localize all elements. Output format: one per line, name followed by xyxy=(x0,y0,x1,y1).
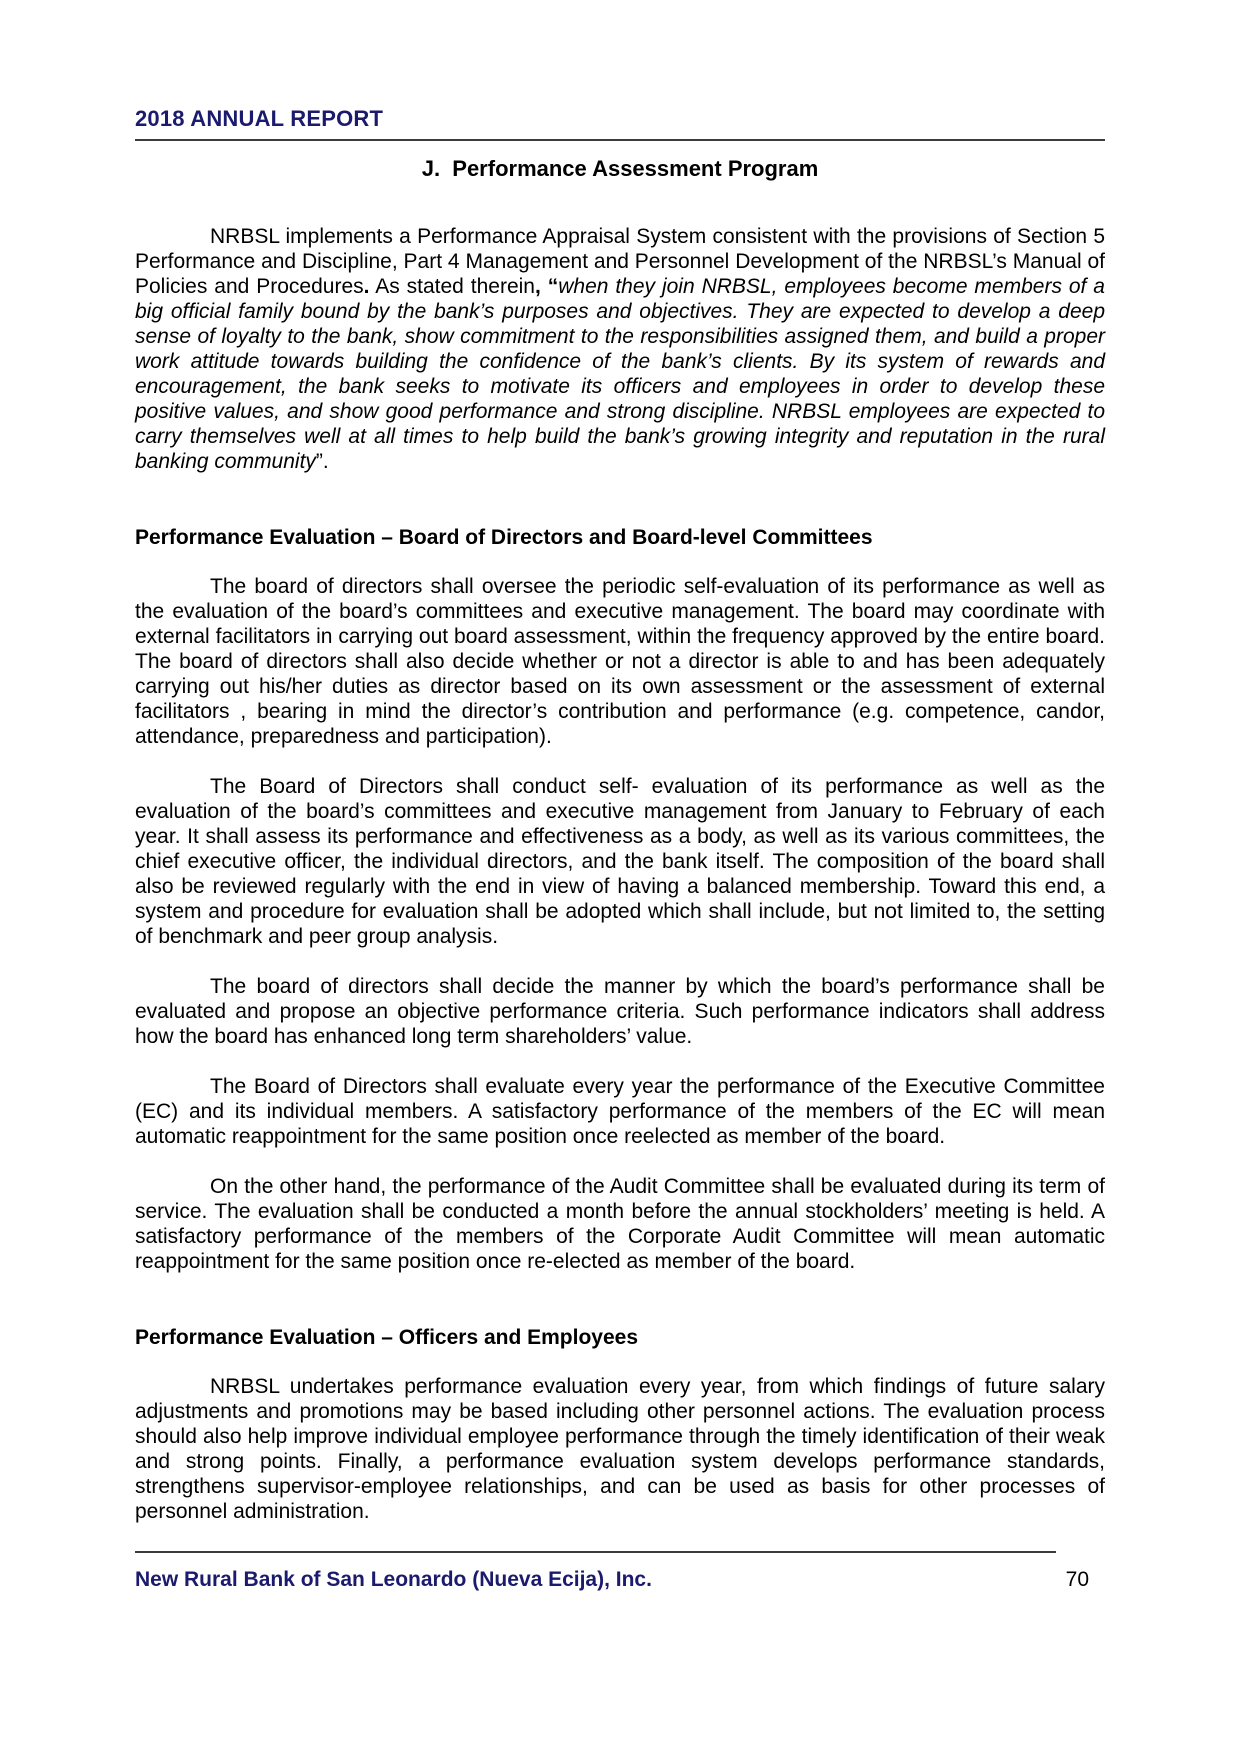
page-footer xyxy=(135,1551,1105,1592)
page-content xyxy=(135,106,1105,1524)
text-run: The board of directors shall decide the manner by which the board’s performance shall be evaluated and propose an objective performance criteria. Such performance indicators shall address how the board has enhanced long term shareholders’ value. xyxy=(135,975,1105,1048)
footer-bank-name: New Rural Bank of San Leonardo (Nueva Ecija), Inc. xyxy=(135,1568,652,1591)
paragraph xyxy=(135,974,1105,1049)
text-run: . xyxy=(363,275,370,298)
paragraph xyxy=(135,1374,1105,1524)
page-number: 70 xyxy=(1065,1568,1089,1591)
paragraph xyxy=(135,224,1105,474)
section-heading: Performance Evaluation – Officers and Employees xyxy=(135,1326,639,1349)
paragraph xyxy=(135,774,1105,949)
text-run: when they join NRBSL, employees become members of a big official family bound by the bank’s purposes and objectives. They are expected to develop a deep sense of loyalty to the bank, show commitment to the responsibilities assigned them, and build a proper work attitude towards building the confidence of the bank’s clients. By its system of rewards and encouragement, the bank seeks to motivate its officers and employees in order to develop these positive values, and show good performance and strong discipline. NRBSL employees are expected to carry themselves well at all times to help build the bank’s growing integrity and reputation in the rural banking community xyxy=(135,275,1105,473)
paragraph xyxy=(135,1174,1105,1274)
paragraph xyxy=(135,574,1105,749)
text-run: As stated therein xyxy=(369,275,535,298)
text-run: NRBSL undertakes performance evaluation every year, from which findings of future salary adjustments and promotions may be based including other personnel actions. The evaluation process should also help improve individual employee performance through the timely identification of their weak and strong points. Finally, a performance evaluation system develops performance standards, strengthens supervisor-employee relationships, and can be used as basis for other processes of personnel administration. xyxy=(135,1375,1105,1523)
text-run: On the other hand, the performance of the Audit Committee shall be evaluated during its term of service. The evaluation shall be conducted a month before the annual stockholders’ meeting is held. A satisfactory performance of the members of the Corporate Audit Committee will mean automatic reappointment for the same position once re-elected as member of the board. xyxy=(135,1175,1105,1273)
page-title: J. Performance Assessment Program xyxy=(421,156,819,181)
text-run: , “ xyxy=(534,275,559,298)
text-run: The Board of Directors shall conduct self- evaluation of its performance as well as the evaluation of the board’s committees and executive management from January to February of each year. It shall assess its performance and effectiveness as a body, as well as its various committees, the chief executive officer, the individual directors, and the bank itself. The composition of the board shall also be reviewed regularly with the end in view of having a balanced membership. Toward this end, a system and procedure for evaluation shall be adopted which shall include, but not limited to, the setting of benchmark and peer group analysis. xyxy=(135,775,1105,948)
header-divider xyxy=(135,139,1105,141)
text-run: ”. xyxy=(315,450,329,473)
footer-row xyxy=(135,1568,1105,1592)
text-run: NRBSL implements a Performance Appraisal System consistent with the provisions of Section 5 Performance and Discipline, Part 4 Management and Personnel Development of the NRBSL’s Manual of Policies and Procedures xyxy=(135,225,1105,298)
text-run: The Board of Directors shall evaluate every year the performance of the Executive Committee (EC) and its individual members. A satisfactory performance of the members of the EC will mean automatic reappointment for the same position once reelected as member of the board. xyxy=(135,1075,1105,1148)
section-heading: Performance Evaluation – Board of Directors and Board-level Committees xyxy=(135,526,873,549)
document-body xyxy=(135,224,1105,1524)
text-run: The board of directors shall oversee the periodic self-evaluation of its performance as well as the evaluation of the board’s committees and executive management. The board may coordinate with external facilitators in carrying out board assessment, within the frequency approved by the entire board. The board of directors shall also decide whether or not a director is able to and has been adequately carrying out his/her duties as director based on its own assessment or the assessment of external facilitators , bearing in mind the director’s contribution and performance (e.g. competence, candor, attendance, preparedness and participation). xyxy=(135,575,1105,748)
paragraph xyxy=(135,1074,1105,1149)
footer-divider xyxy=(135,1551,1056,1553)
report-header-title: 2018 ANNUAL REPORT xyxy=(135,106,384,131)
